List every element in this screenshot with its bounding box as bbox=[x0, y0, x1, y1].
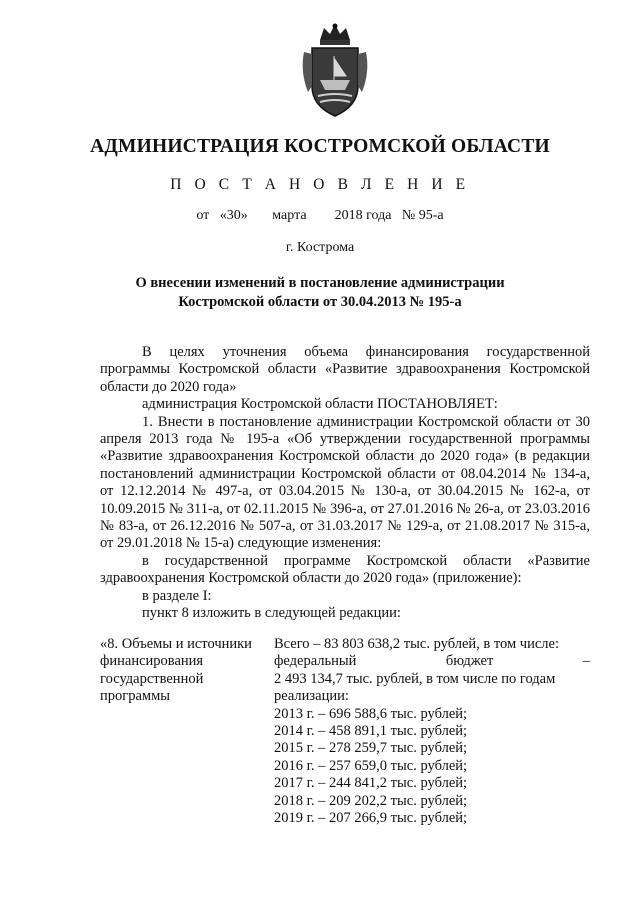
funding-table-left-cell bbox=[100, 636, 272, 706]
federal-word: федеральный bbox=[274, 653, 357, 670]
date-day: «30» bbox=[219, 208, 248, 223]
subject-line-1: О внесении изменений в постановление администрации bbox=[135, 275, 505, 291]
document-body bbox=[100, 344, 590, 623]
dash: – bbox=[582, 653, 590, 670]
year-amount: 2019 г. – 207 266,9 тыс. рублей; bbox=[274, 810, 468, 827]
year-amount: 2017 г. – 244 841,2 тыс. рублей; bbox=[274, 775, 468, 792]
coat-of-arms-icon bbox=[300, 22, 370, 120]
date-month: марта bbox=[272, 208, 307, 223]
left-line: программы bbox=[100, 688, 170, 705]
federal-budget-years-label: реализации: bbox=[274, 688, 349, 705]
date-line bbox=[0, 208, 640, 224]
subject-line-2: Костромской области от 30.04.2013 № 195-а bbox=[178, 294, 462, 310]
left-line: «8. Объемы и источники bbox=[100, 636, 252, 652]
paragraph-point-8: пункт 8 изложить в следующей редакции: bbox=[142, 605, 401, 622]
document-number: № 95-а bbox=[401, 208, 444, 223]
budget-word: бюджет bbox=[445, 653, 494, 670]
subject-heading bbox=[100, 274, 540, 312]
organization-title: АДМИНИСТРАЦИЯ КОСТРОМСКОЙ ОБЛАСТИ bbox=[90, 136, 550, 157]
total-funding: Всего – 83 803 638,2 тыс. рублей, в том числе: bbox=[274, 636, 559, 652]
date-year: 2018 года bbox=[334, 208, 392, 223]
year-amount: 2014 г. – 458 891,1 тыс. рублей; bbox=[274, 723, 468, 740]
city: г. Кострома bbox=[285, 240, 355, 255]
document-type: П О С Т А Н О В Л Е Н И Е bbox=[170, 176, 470, 193]
year-amount: 2015 г. – 278 259,7 тыс. рублей; bbox=[274, 740, 468, 757]
left-line: финансирования bbox=[100, 653, 204, 670]
date-prefix: от bbox=[196, 208, 210, 223]
federal-budget-amount: 2 493 134,7 тыс. рублей, в том числе по годам bbox=[274, 670, 556, 687]
paragraph-purpose: В целях уточнения объема финансирования государственной программы Костромской области «Развитие здравоохранения Костромской области до 2020 года» bbox=[100, 344, 590, 395]
paragraph-item-1: 1. Внести в постановление администрации Костромской области от 30 апреля 2013 года № 195-а «Об утверждении государственной программы «Развитие здравоохранения Костромской области до 2020 года» (в редакции постановлений администрации Костромской области от 08.04.2014 № 134-а, от 12.12.2014 № 497-а, от 03.04.2015 № 130-а, от 30.04.2015 № 162-а, от 10.09.2015 № 311-а, от 02.11.2015 № 396-а, от 27.01.2016 № 26-а, от 23.03.2016 № 83-а, от 26.12.2016 № 507-а, от 31.03.2017 № 129-а, от 21.08.2017 № 315-а, от 29.01.2018 № 15-а) следующие изменения: bbox=[100, 413, 590, 552]
year-amount: 2013 г. – 696 588,6 тыс. рублей; bbox=[274, 705, 468, 722]
year-amount: 2016 г. – 257 659,0 тыс. рублей; bbox=[274, 757, 468, 774]
paragraph-resolves: администрация Костромской области ПОСТАНОВЛЯЕТ: bbox=[142, 396, 498, 413]
year-amount: 2018 г. – 209 202,2 тыс. рублей; bbox=[274, 792, 468, 809]
funding-table-right-cell bbox=[274, 636, 590, 827]
paragraph-program: в государственной программе Костромской области «Развитие здравоохранения Костромской области до 2020 года» (приложение): bbox=[100, 552, 590, 587]
paragraph-section: в разделе I: bbox=[142, 587, 212, 604]
federal-budget-line bbox=[274, 653, 590, 670]
left-line: государственной bbox=[100, 670, 204, 687]
